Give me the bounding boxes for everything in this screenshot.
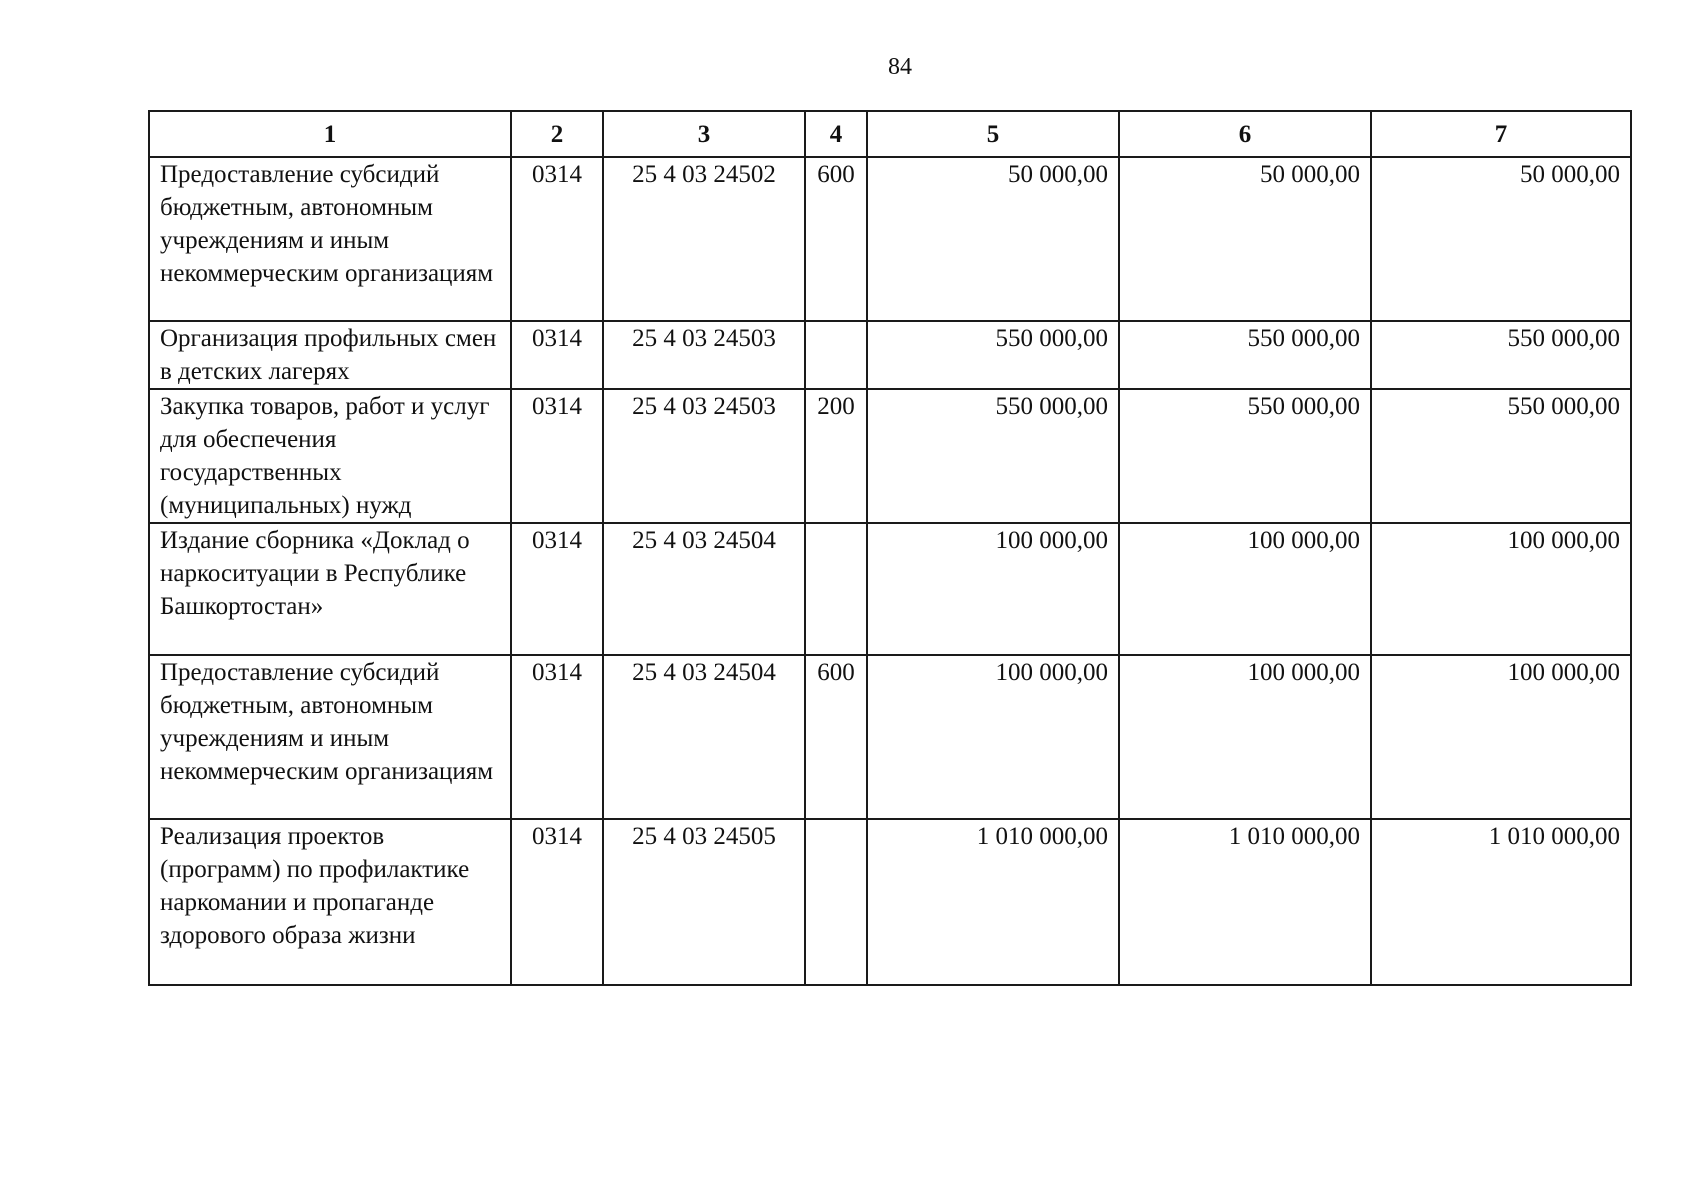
row-name: Издание сборника «Доклад о наркоситуации в Республике Башкортостан» bbox=[149, 523, 511, 655]
row-value-5: 50 000,00 bbox=[867, 157, 1119, 321]
row-kind bbox=[805, 819, 867, 985]
row-value-5: 100 000,00 bbox=[867, 523, 1119, 655]
row-section: 0314 bbox=[511, 655, 603, 819]
row-section: 0314 bbox=[511, 321, 603, 389]
page-number: 84 bbox=[888, 54, 912, 80]
row-value-6: 50 000,00 bbox=[1119, 157, 1371, 321]
row-value-7: 1 010 000,00 bbox=[1371, 819, 1631, 985]
table-header-row bbox=[149, 111, 1631, 157]
row-target: 25 4 03 24504 bbox=[603, 523, 805, 655]
row-name: Предоставление субсидий бюджетным, автономным учреждениям и иным некоммерческим организациям bbox=[149, 655, 511, 819]
row-value-7: 550 000,00 bbox=[1371, 321, 1631, 389]
column-header-3: 3 bbox=[603, 111, 805, 157]
row-value-6: 550 000,00 bbox=[1119, 321, 1371, 389]
row-section: 0314 bbox=[511, 819, 603, 985]
row-value-6: 100 000,00 bbox=[1119, 655, 1371, 819]
row-value-6: 1 010 000,00 bbox=[1119, 819, 1371, 985]
budget-table bbox=[148, 110, 1632, 986]
row-value-6: 100 000,00 bbox=[1119, 523, 1371, 655]
row-name: Предоставление субсидий бюджетным, автономным учреждениям и иным некоммерческим организациям bbox=[149, 157, 511, 321]
row-section: 0314 bbox=[511, 523, 603, 655]
row-value-5: 550 000,00 bbox=[867, 389, 1119, 523]
row-section: 0314 bbox=[511, 157, 603, 321]
row-value-5: 100 000,00 bbox=[867, 655, 1119, 819]
table-row bbox=[149, 819, 1631, 985]
row-value-7: 550 000,00 bbox=[1371, 389, 1631, 523]
row-value-5: 1 010 000,00 bbox=[867, 819, 1119, 985]
row-target: 25 4 03 24504 bbox=[603, 655, 805, 819]
row-target: 25 4 03 24503 bbox=[603, 389, 805, 523]
row-target: 25 4 03 24502 bbox=[603, 157, 805, 321]
row-value-7: 50 000,00 bbox=[1371, 157, 1631, 321]
row-kind: 600 bbox=[805, 655, 867, 819]
table-row bbox=[149, 321, 1631, 389]
row-name: Закупка товаров, работ и услуг для обеспечения государственных (муниципальных) нужд bbox=[149, 389, 511, 523]
column-header-6: 6 bbox=[1119, 111, 1371, 157]
table-row bbox=[149, 523, 1631, 655]
row-value-7: 100 000,00 bbox=[1371, 523, 1631, 655]
row-kind: 200 bbox=[805, 389, 867, 523]
row-kind: 600 bbox=[805, 157, 867, 321]
column-header-7: 7 bbox=[1371, 111, 1631, 157]
row-target: 25 4 03 24503 bbox=[603, 321, 805, 389]
row-section: 0314 bbox=[511, 389, 603, 523]
column-header-5: 5 bbox=[867, 111, 1119, 157]
row-target: 25 4 03 24505 bbox=[603, 819, 805, 985]
row-kind bbox=[805, 321, 867, 389]
column-header-2: 2 bbox=[511, 111, 603, 157]
row-value-7: 100 000,00 bbox=[1371, 655, 1631, 819]
column-header-4: 4 bbox=[805, 111, 867, 157]
table-row bbox=[149, 157, 1631, 321]
column-header-1: 1 bbox=[149, 111, 511, 157]
row-value-5: 550 000,00 bbox=[867, 321, 1119, 389]
row-kind bbox=[805, 523, 867, 655]
row-name: Организация профильных смен в детских лагерях bbox=[149, 321, 511, 389]
table-row bbox=[149, 389, 1631, 523]
row-value-6: 550 000,00 bbox=[1119, 389, 1371, 523]
row-name: Реализация проектов (программ) по профилактике наркомании и пропаганде здорового образа жизни bbox=[149, 819, 511, 985]
table-row bbox=[149, 655, 1631, 819]
